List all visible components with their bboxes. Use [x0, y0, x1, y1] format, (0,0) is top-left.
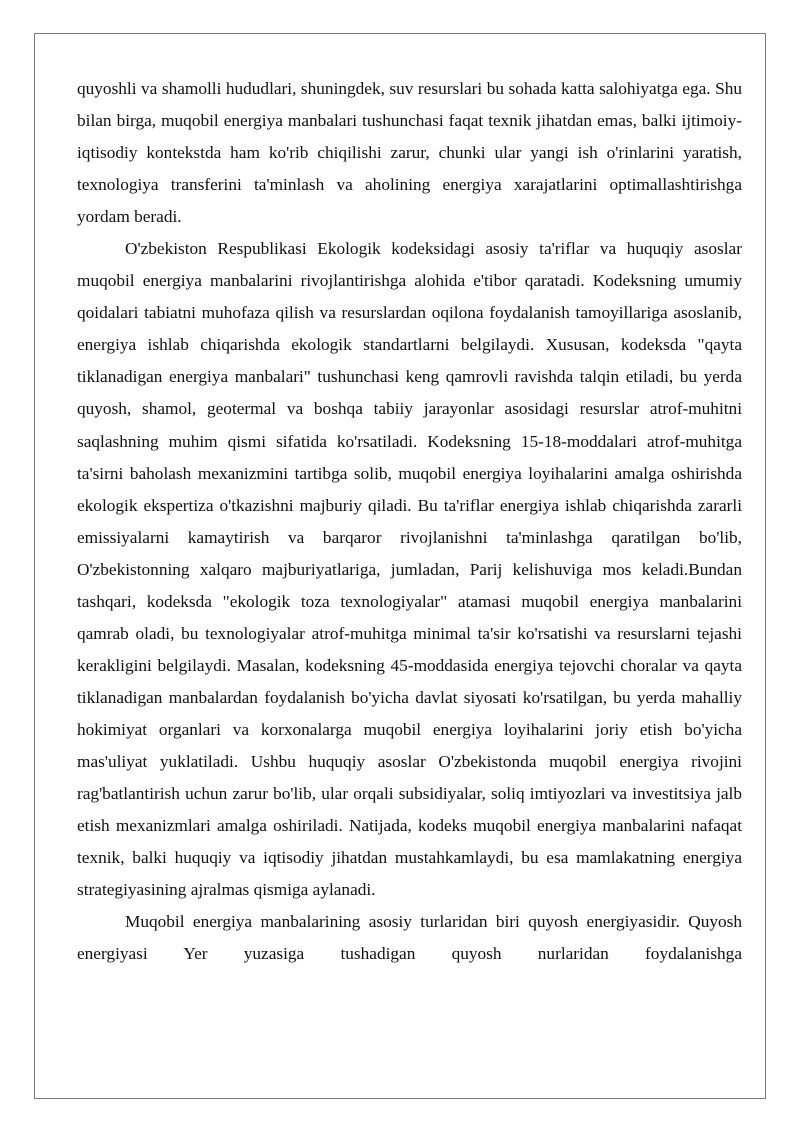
paragraph-solar-energy: Muqobil energiya manbalarining asosiy turlaridan biri quyosh energiyasidir. Quyosh energiyasi Yer yuzasiga tushadigan quyosh nurlaridan foydalanishga — [77, 912, 742, 964]
document-body — [77, 73, 742, 970]
paragraph-continuation: quyoshli va shamolli hududlari, shuningdek, suv resurslari bu sohada katta salohiyatga ega. Shu bilan birga, muqobil energiya manbalari tushunchasi faqat texnik jihatdan emas, balki ijtimoiy-iqtisodiy kontekstda ham ko'rib chiqilishi zarur, chunki ular yangi ish o'rinlarini yaratish, texnologiya transferini ta'minlash va aholining energiya xarajatlarini optimallashtirishga yordam beradi. — [77, 79, 742, 227]
paragraph-ecological-code: O'zbekiston Respublikasi Ekologik kodeksidagi asosiy ta'riflar va huquqiy asoslar muqobil energiya manbalarini rivojlantirishga alohida e'tibor qaratadi. Kodeksning umumiy qoidalari tabiatni muhofaza qilish va resurslardan oqilona foydalanish tamoyillariga asoslanib, energiya ishlab chiqarishda ekologik standartlarni belgilaydi. Xususan, kodeksda "qayta tiklanadigan energiya manbalari" tushunchasi keng qamrovli ravishda talqin etiladi, bu yerda quyosh, shamol, geotermal va boshqa tabiiy jarayonlar asosidagi resurslar atrof-muhitni saqlashning muhim qismi sifatida ko'rsatiladi. Kodeksning 15-18-moddalari atrof-muhitga ta'sirni baholash mexanizmini tartibga solib, muqobil energiya loyihalarini amalga oshirishda ekologik ekspertiza o'tkazishni majburiy qiladi. Bu ta'riflar energiya ishlab chiqarishda zararli emissiyalarni kamaytirish va barqaror rivojlanishni ta'minlashga qaratilgan bo'lib, O'zbekistonning xalqaro majburiyatlariga, jumladan, Parij kelishuviga mos keladi.Bundan tashqari, kodeksda "ekologik toza texnologiyalar" atamasi muqobil energiya manbalarini qamrab oladi, bu texnologiyalar atrof-muhitga minimal ta'sir ko'rsatishi va resurslarni tejashi kerakligini belgilaydi. Masalan, kodeksning 45-moddasida energiya tejovchi choralar va qayta tiklanadigan manbalardan foydalanish bo'yicha davlat siyosati ko'rsatilgan, bu yerda mahalliy hokimiyat organlari va korxonalarga muqobil energiya loyihalarini joriy etish bo'yicha mas'uliyat yuklatiladi. Ushbu huquqiy asoslar O'zbekistonda muqobil energiya rivojini rag'batlantirish uchun zarur bo'lib, ular orqali subsidiyalar, soliq imtiyozlari va investitsiya jalb etish mexanizmlari amalga oshiriladi. Natijada, kodeks muqobil energiya manbalarini nafaqat texnik, balki huquqiy va iqtisodiy jihatdan mustahkamlaydi, bu esa mamlakatning energiya strategiyasining ajralmas qismiga aylanadi. — [77, 239, 742, 900]
